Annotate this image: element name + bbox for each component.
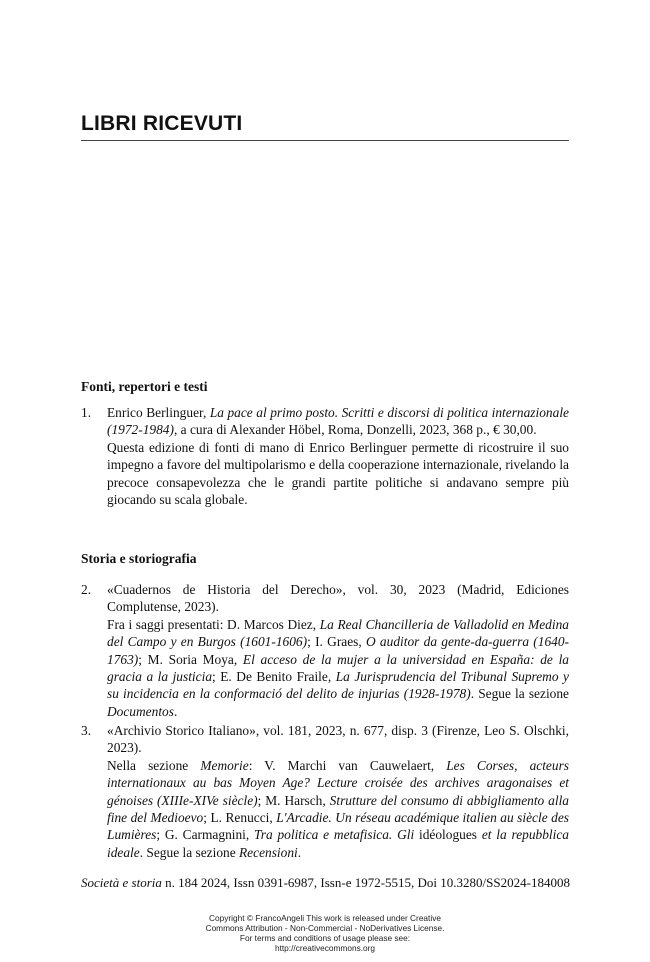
italic-text: La Jurisprudencia del Tribunal Supremo y su incidencia en la conformació del delito de injurias (1928-1978): [107, 669, 569, 702]
footer-citation: [81, 875, 570, 891]
text-run: «Cuadernos de Historia del Derecho», vol. 30, 2023 (Madrid, Ediciones Complutense, 2023).: [107, 582, 569, 615]
entry-citation: [107, 581, 569, 616]
journal-details: n. 184 2024, Issn 0391-6987, Issn-e 1972-5515, Doi 10.3280/SS2024-184008: [161, 875, 570, 890]
italic-text: Tra politica e metafisica. Gli: [254, 827, 415, 843]
text-run: .: [297, 844, 302, 860]
section-heading-fonti: Fonti, repertori e testi: [81, 379, 208, 394]
italic-text: Documentos: [107, 703, 174, 719]
entry-number: 3.: [81, 723, 92, 738]
italic-text: Memorie: [200, 757, 249, 773]
list-item-3: [81, 722, 569, 861]
text-run: «Archivio Storico Italiano», vol. 181, 2023, n. 677, disp. 3 (Firenze, Leo S. Olschki, 2023).: [107, 723, 569, 756]
italic-text: La Real Chancilleria de Valladolid en Medina del Campo y en Burgos (1601-1606): [107, 616, 569, 650]
text-run: Fra i saggi presentati: D. Marcos Diez,: [107, 616, 320, 632]
license-notice: [0, 913, 650, 953]
entry-citation: [107, 722, 569, 757]
italic-text: et la repubblica ideale: [107, 827, 569, 860]
text-run: ; E. De Benito Fraile,: [212, 669, 336, 685]
list-item-1: [81, 404, 569, 508]
license-line: Copyright © FrancoAngeli This work is released under Creative: [209, 913, 441, 923]
italic-text: L'Arcadie. Un réseau académique italien au siècle des Lumières: [107, 810, 570, 843]
italic-text: Les Corses, acteurs internationaux au bas Moyen Age? Lecture croisée des archives aragonaises et génoises (XIIIe-XIVe siècle): [107, 757, 569, 808]
text-run: , a cura di Alexander Höbel, Roma, Donzelli, 2023, 368 p., € 30,00.: [173, 422, 537, 438]
text-run: Questa edizione di fonti di mano di Enrico Berlinguer permette di ricostruire il suo impegno a favore del multipolarismo e della cooperazione internazionale, rivelando la precoce consapevolezza che le grandi partite politiche si andavano sempre più giocando su scala globale.: [107, 439, 569, 508]
text-run: ; I. Graes,: [307, 634, 366, 650]
text-run: : V. Marchi van Cauwelaert,: [248, 757, 447, 773]
text-run: ; L. Renucci,: [203, 810, 277, 826]
entry-note: [107, 757, 569, 861]
text-run: ; M. Soria Moya,: [138, 651, 243, 667]
text-run: ; M. Harsch,: [257, 792, 330, 808]
italic-text: Strutture del consumo di abbigliamento alla fine del Medioevo: [107, 792, 570, 826]
text-run: Enrico Berlinguer,: [107, 405, 210, 420]
journal-name: Società e storia: [81, 875, 162, 890]
text-run: ; G. Carmagnini,: [156, 827, 255, 843]
section-heading-storia: Storia e storiografia: [81, 551, 197, 566]
text-run: .: [173, 703, 178, 719]
text-run: idéologues: [414, 827, 482, 843]
italic-text: O auditor da gente-da-guerra (1640-1763): [107, 634, 570, 667]
entry-note: [107, 616, 569, 720]
text-run: . Segue la sezione: [139, 844, 239, 860]
license-line: For terms and conditions of usage please see:: [239, 933, 411, 943]
entry-number: 1.: [81, 405, 92, 420]
entry-citation: [107, 404, 569, 439]
italic-text: El acceso de la mujer a la universidad en España: de la gracia a la justicia: [107, 651, 569, 685]
title-divider: [81, 140, 569, 141]
text-run: Nella sezione: [107, 757, 201, 773]
entry-note: [107, 439, 569, 509]
italic-text: Recensioni: [239, 844, 298, 860]
list-item-2: [81, 581, 569, 720]
entry-number: 2.: [81, 582, 92, 597]
license-line: Commons Attribution - Non-Commercial - NoDerivatives License.: [205, 923, 445, 933]
license-link[interactable]: http://creativecommons.org: [274, 943, 376, 953]
page-title: LIBRI RICEVUTI: [81, 112, 243, 135]
italic-text: La pace al primo posto. Scritti e discorsi di politica internazionale (1972-1984): [107, 405, 569, 438]
text-run: . Segue la sezione: [470, 686, 570, 702]
